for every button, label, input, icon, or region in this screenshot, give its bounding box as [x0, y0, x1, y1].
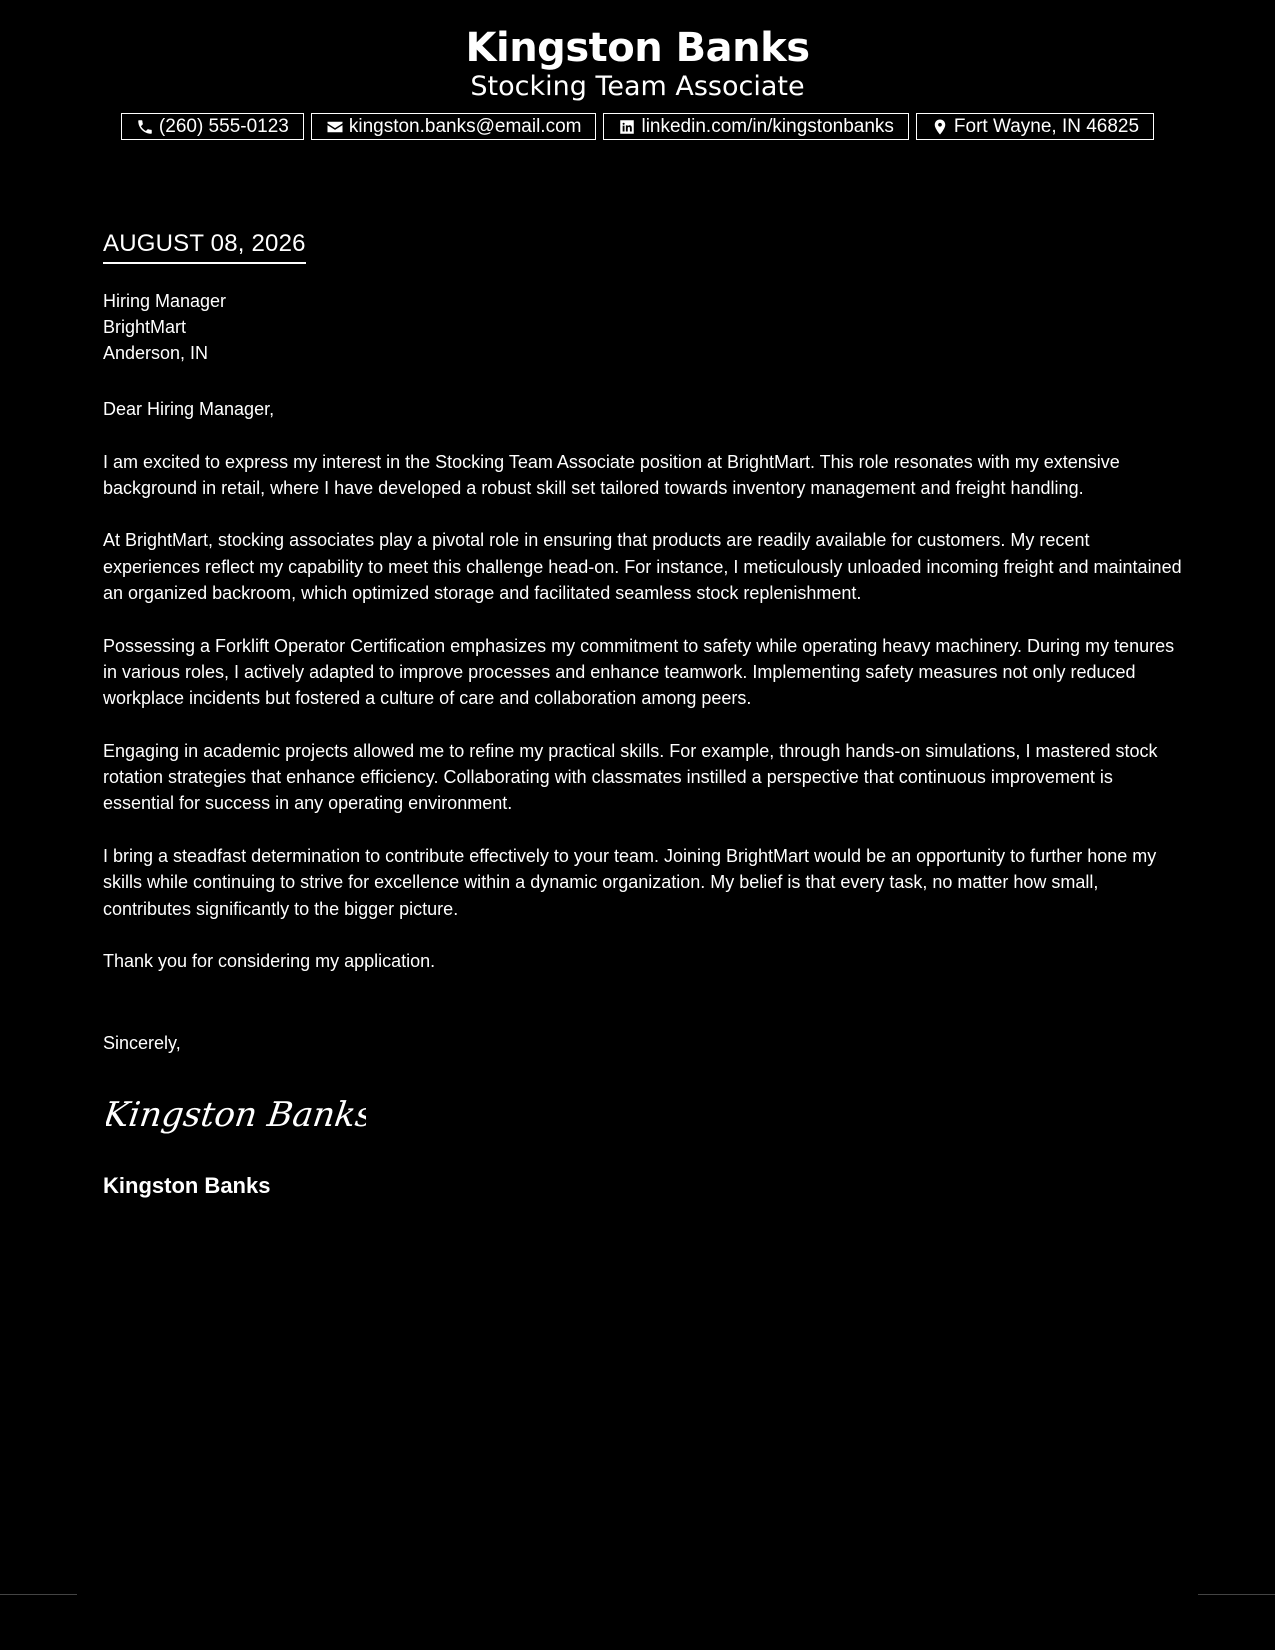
footer-divider-right — [1198, 1594, 1275, 1595]
letter-header — [0, 22, 1275, 103]
phone-icon — [136, 118, 154, 136]
linkedin-text: linkedin.com/in/kingstonbanks — [641, 115, 894, 137]
contact-email — [311, 113, 597, 140]
contact-linkedin — [603, 113, 908, 140]
handwritten-signature — [106, 1084, 366, 1144]
paragraph-3: Possessing a Forklift Operator Certification emphasizes my commitment to safety while operating heavy machinery. During my tenures in various roles, I actively adapted to improve processes and enhance teamwork. Implementing safety measures not only reduced workplace incidents but fostered a culture of care and collaboration among peers. — [103, 635, 1175, 709]
applicant-name: Kingston Banks — [465, 25, 810, 71]
paragraph-1: I am excited to express my interest in the Stocking Team Associate position at BrightMart. This role resonates with my extensive background in retail, where I have developed a robust skill set tailored towards inventory management and freight handling. — [103, 451, 1120, 498]
footer-divider-left — [0, 1594, 77, 1595]
closing: Sincerely, — [103, 1033, 181, 1053]
recipient-company: BrightMart — [103, 317, 187, 337]
letter-date: AUGUST 08, 2026 — [103, 229, 306, 264]
location-text: Fort Wayne, IN 46825 — [953, 115, 1140, 137]
signature — [106, 1084, 366, 1149]
letter-body — [103, 396, 1183, 1001]
recipient-name: Hiring Manager — [103, 291, 227, 311]
map-pin-icon — [931, 118, 949, 136]
signer-name: Kingston Banks — [103, 1173, 271, 1198]
envelope-icon — [326, 118, 344, 136]
paragraph-2: At BrightMart, stocking associates play a pivotal role in ensuring that products are readily available for customers. My recent experiences reflect my capability to meet this challenge head-on. For instance, I meticulously unloaded incoming freight and maintained an organized backroom, which optimized storage and facilitated seamless stock replenishment. — [103, 530, 1182, 604]
salutation: Dear Hiring Manager, — [103, 399, 275, 419]
email-text: kingston.banks@email.com — [348, 115, 582, 137]
paragraph-4: Engaging in academic projects allowed me to refine my practical skills. For example, through hands-on simulations, I mastered stock rotation strategies that enhance efficiency. Collaborating with classmates instilled a perspective that continuous improvement is essential for success in any operating environment. — [103, 740, 1158, 814]
paragraph-6: Thank you for considering my application. — [103, 951, 436, 972]
contact-bar — [0, 113, 1275, 140]
applicant-title: Stocking Team Associate — [470, 71, 805, 102]
linkedin-icon — [618, 118, 636, 136]
paragraph-5: I bring a steadfast determination to contribute effectively to your team. Joining BrightMart would be an opportunity to further hone my skills while continuing to strive for excellence within a dynamic organization. My belief is that every task, no matter how small, contributes significantly to the bigger picture. — [103, 846, 1157, 919]
contact-phone — [121, 113, 304, 140]
recipient-block — [103, 288, 226, 366]
phone-text: (260) 555-0123 — [158, 115, 289, 137]
signature-text: Kingston Banks — [106, 1095, 366, 1135]
recipient-location: Anderson, IN — [103, 343, 209, 363]
contact-location — [916, 113, 1154, 140]
